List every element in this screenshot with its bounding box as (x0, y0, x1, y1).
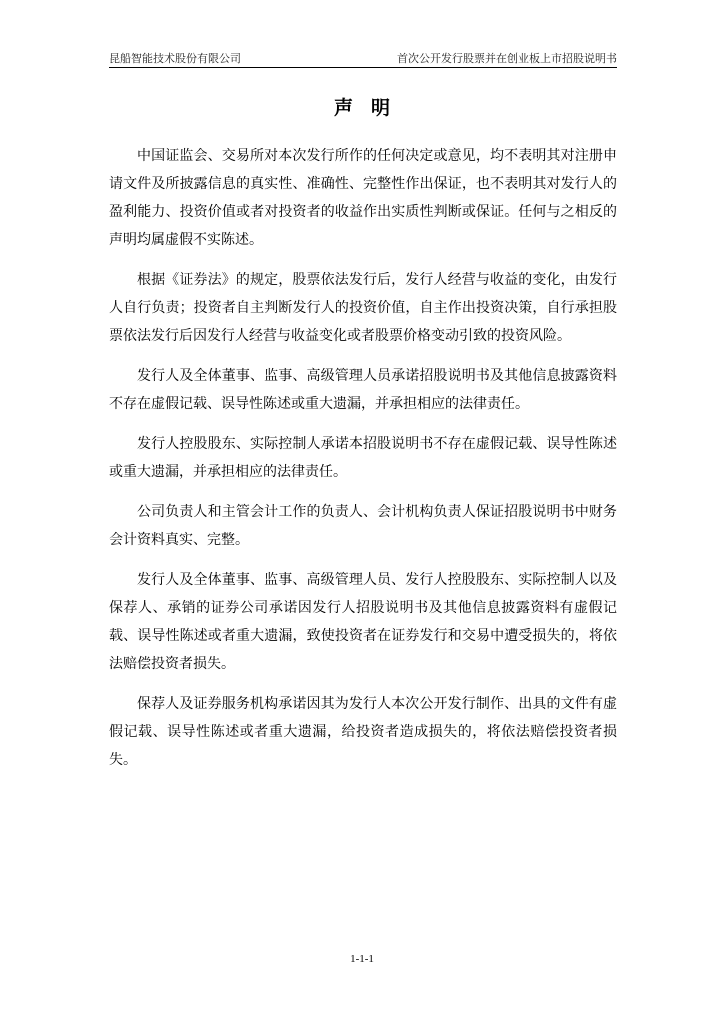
paragraph-5: 公司负责人和主管会计工作的负责人、会计机构负责人保证招股说明书中财务会计资料真实、完整。 (109, 504, 617, 548)
page-title: 声明 (333, 97, 408, 119)
paragraph-7: 保荐人及证券服务机构承诺因其为发行人本次公开发行制作、出具的文件有虚假记载、误导性陈述或者重大遗漏，给投资者造成损失的，将依法赔偿投资者损失。 (109, 696, 617, 768)
header-document-title: 首次公开发行股票并在创业板上市招股说明书 (397, 52, 617, 65)
paragraph-6: 发行人及全体董事、监事、高级管理人员、发行人控股股东、实际控制人以及保荐人、承销的证券公司承诺因发行人招股说明书及其他信息披露资料有虚假记载、误导性陈述或者重大遗漏，致使投资者在证券发行和交易中遭受损失的，将依法赔偿投资者损失。 (109, 572, 617, 672)
paragraph-2: 根据《证券法》的规定，股票依法发行后，发行人经营与收益的变化，由发行人自行负责；投资者自主判断发行人的投资价值，自主作出投资决策，自行承担股票依法发行后因发行人经营与收益变化或者股票价格变动引致的投资风险。 (109, 272, 617, 344)
paragraph-1: 中国证监会、交易所对本次发行所作的任何决定或意见，均不表明其对注册申请文件及所披露信息的真实性、准确性、完整性作出保证，也不表明其对发行人的盈利能力、投资价值或者对投资者的收益作出实质性判断或保证。任何与之相反的声明均属虚假不实陈述。 (109, 148, 617, 248)
page-header (109, 50, 617, 68)
header-divider (109, 67, 617, 68)
document-body (109, 142, 617, 786)
paragraph-3: 发行人及全体董事、监事、高级管理人员承诺招股说明书及其他信息披露资料不存在虚假记载、误导性陈述或重大遗漏，并承担相应的法律责任。 (109, 368, 617, 412)
paragraph-4: 发行人控股股东、实际控制人承诺本招股说明书不存在虚假记载、误导性陈述或重大遗漏，并承担相应的法律责任。 (109, 436, 617, 480)
page-number: 1-1-1 (350, 953, 374, 965)
header-company-name: 昆船智能技术股份有限公司 (109, 52, 241, 65)
